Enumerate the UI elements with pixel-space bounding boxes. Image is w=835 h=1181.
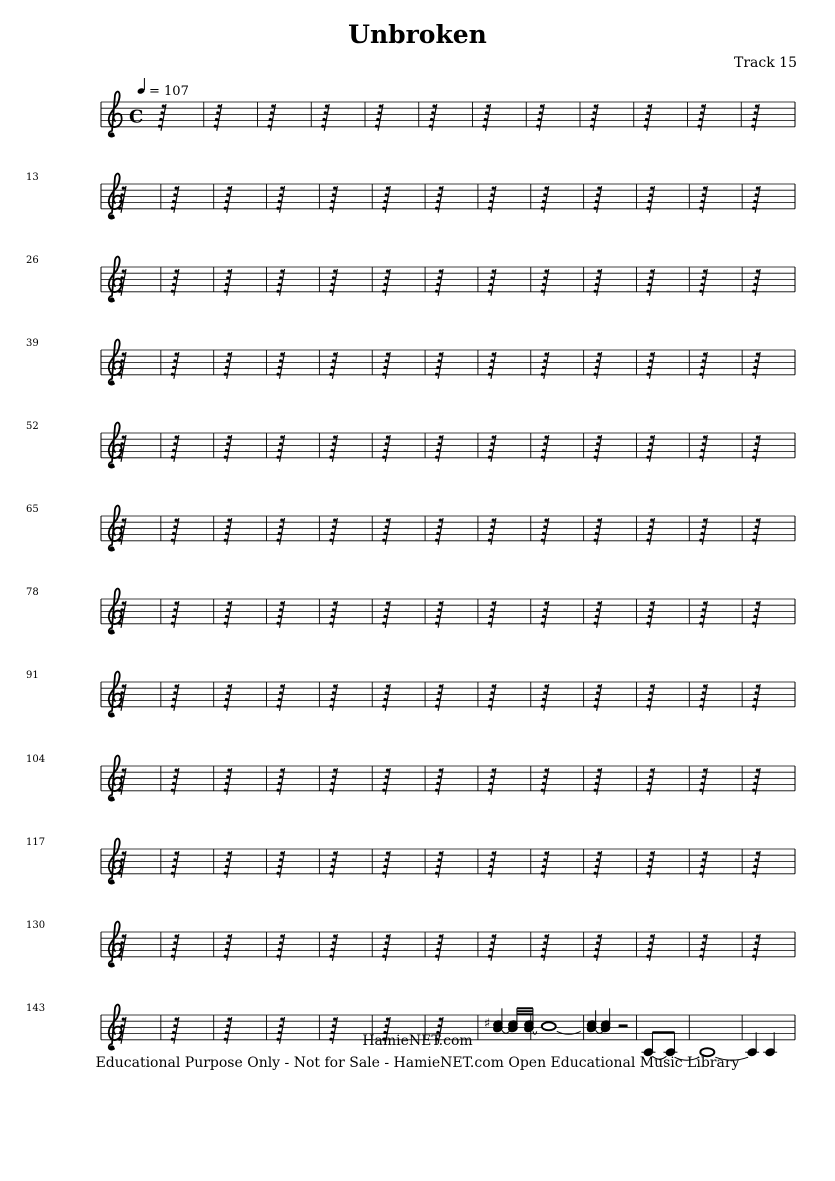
score-title: Unbroken bbox=[348, 20, 487, 49]
measure-number: 39 bbox=[26, 338, 39, 349]
treble-clef bbox=[109, 92, 122, 138]
treble-clef bbox=[109, 257, 122, 303]
measure-number: 91 bbox=[26, 670, 39, 681]
sharp-accidental: ♯ bbox=[483, 1016, 491, 1032]
treble-clef bbox=[109, 756, 122, 802]
measure-number: 26 bbox=[26, 255, 39, 266]
measure-number: 104 bbox=[26, 754, 46, 765]
treble-clef bbox=[109, 922, 122, 968]
tempo-text: = 107 bbox=[149, 84, 189, 99]
staff-system bbox=[26, 587, 795, 634]
treble-clef bbox=[109, 423, 122, 469]
staff-system bbox=[101, 78, 795, 137]
half-rest bbox=[619, 1024, 628, 1027]
treble-clef bbox=[109, 340, 122, 386]
measure-number: 13 bbox=[26, 172, 39, 183]
measure-number: 78 bbox=[26, 587, 39, 598]
staff-system bbox=[26, 920, 795, 967]
treble-clef bbox=[109, 506, 122, 552]
staff-system bbox=[26, 754, 795, 801]
staff-system bbox=[26, 670, 795, 717]
staff-system bbox=[26, 172, 795, 219]
treble-clef bbox=[109, 174, 122, 220]
track-label: Track 15 bbox=[734, 55, 797, 71]
time-signature: C bbox=[129, 106, 144, 128]
treble-clef bbox=[109, 672, 122, 718]
measure-number: 65 bbox=[26, 504, 39, 515]
whole-note bbox=[542, 1022, 556, 1030]
footer-notice: Educational Purpose Only - Not for Sale - HamieNET.com Open Educational Music Library bbox=[95, 1055, 740, 1071]
staff-system bbox=[26, 1003, 795, 1060]
staff-system bbox=[26, 255, 795, 302]
measure-number: 143 bbox=[26, 1003, 46, 1014]
staff-system bbox=[26, 504, 795, 551]
measure-number: 117 bbox=[26, 837, 46, 848]
measure-number: 52 bbox=[26, 421, 39, 432]
footer-site: HamieNET.com bbox=[362, 1033, 473, 1049]
staff-system bbox=[26, 421, 795, 468]
measure-number: 130 bbox=[26, 920, 46, 931]
staff-system bbox=[26, 338, 795, 385]
staff-system bbox=[26, 837, 795, 884]
treble-clef bbox=[109, 589, 122, 635]
tempo-marking bbox=[137, 78, 189, 99]
treble-clef bbox=[109, 839, 122, 885]
